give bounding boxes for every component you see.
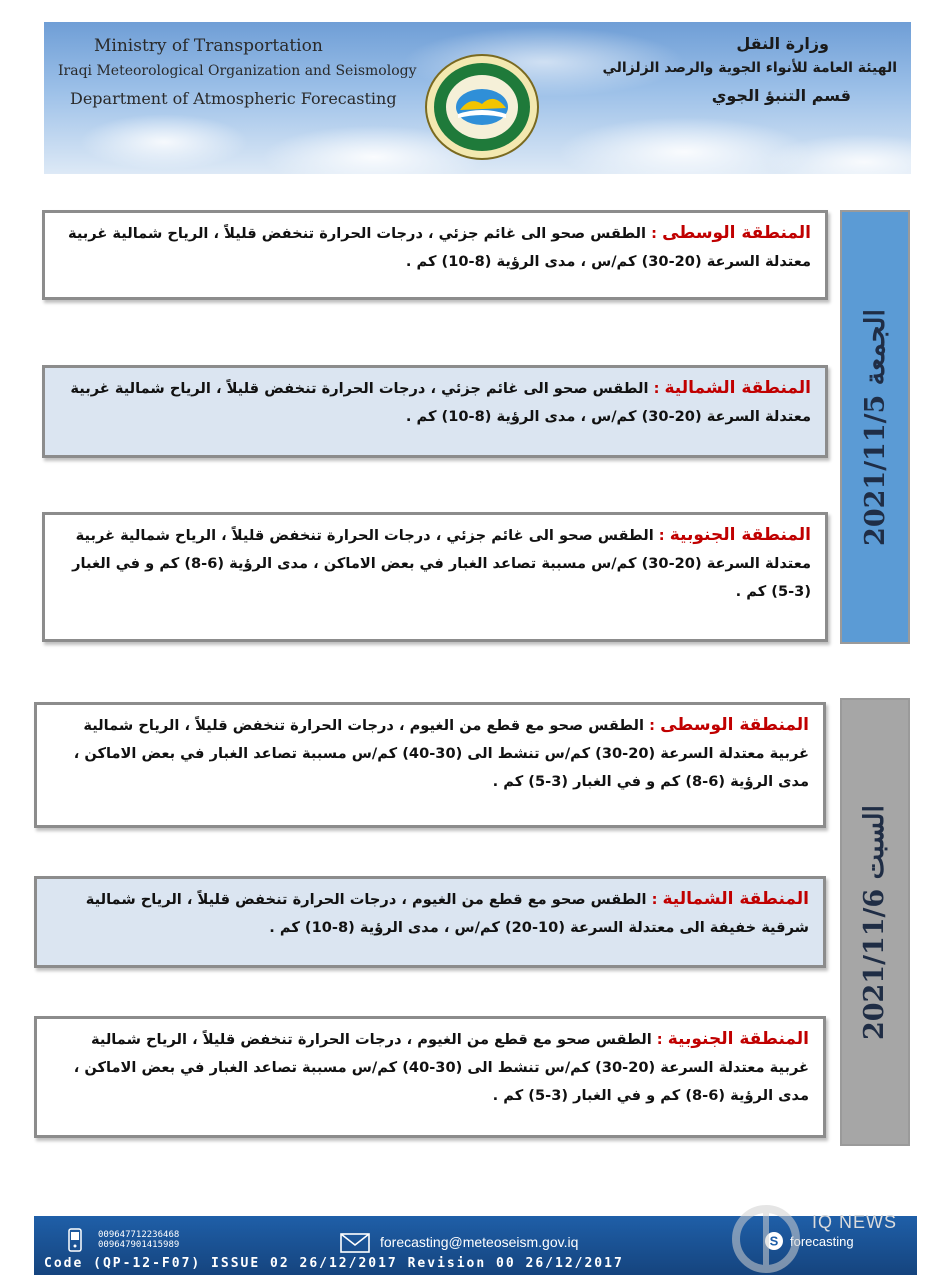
news-watermark-logo-icon: [706, 1194, 856, 1274]
skype-handle[interactable]: forecasting: [790, 1234, 854, 1249]
header-banner: [44, 22, 911, 174]
day-label: الجمعة 2021/11/5: [859, 308, 891, 546]
organization-logo-icon: [422, 52, 542, 162]
region-name: المنطقة الشمالية: [662, 889, 809, 909]
region-box-southern-day2: [34, 1016, 826, 1138]
region-colon: :: [651, 891, 658, 908]
region-colon: :: [658, 527, 665, 544]
phone-numbers: [98, 1230, 179, 1250]
day-column-saturday: [840, 698, 910, 1146]
ministry-title-en: Ministry of Transportation: [94, 36, 323, 56]
department-name-ar: قسم التنبؤ الجوي: [711, 86, 851, 105]
phone-icon: [68, 1228, 82, 1252]
organization-name-ar: الهيئة العامة للأنواء الجوية والرصد الزلزالي: [602, 60, 897, 76]
region-colon: :: [653, 380, 660, 397]
region-name: المنطقة الوسطى: [660, 715, 809, 735]
department-name-en: Department of Atmospheric Forecasting: [70, 89, 397, 108]
ministry-title-ar: وزارة النقل: [736, 34, 829, 53]
region-colon: :: [649, 717, 655, 734]
region-forecast-text: الطقس صحو الى غائم جزئي ، درجات الحرارة تنخفض قليلاً ، الرياح شمالية غربية معتدلة السرعة (20-30) كم/س ، مدى الرؤية (8-10) كم .: [70, 380, 811, 425]
contact-email[interactable]: forecasting@meteoseism.gov.iq: [380, 1234, 579, 1250]
organization-name-en: Iraqi Meteorological Organization and Seismology: [58, 63, 417, 79]
region-box-central-day1: [42, 210, 828, 300]
day-column-friday: [840, 210, 910, 644]
svg-text:S: S: [769, 1233, 779, 1249]
region-forecast-text: الطقس صحو الى غائم جزئي ، درجات الحرارة تنخفض قليلاً ، الرياح شمالية غربية معتدلة السرعة (20-30) كم/س ، مدى الرؤية (8-10) كم .: [68, 225, 811, 270]
region-name: المنطقة الوسطى: [662, 223, 811, 243]
region-colon: :: [651, 225, 657, 242]
region-box-central-day2: [34, 702, 826, 828]
watermark-text: IQ NEWS: [812, 1212, 898, 1232]
region-box-northern-day2: [34, 876, 826, 968]
region-name: المنطقة الجنوبية: [669, 525, 811, 545]
region-forecast-text: الطقس صحو الى غائم جزئي ، درجات الحرارة تنخفض قليلاً ، الرياح شمالية غربية معتدلة السرعة (20-30) كم/س مسببة تصاعد الغبار في بعض الاماكن ، مدى الرؤية (6-8) كم و في الغبار (3-5) كم .: [72, 527, 811, 600]
mail-icon: [340, 1233, 370, 1253]
phone-number: 009647712236468: [98, 1230, 180, 1240]
region-box-southern-day1: [42, 512, 828, 642]
region-forecast-text: الطقس صحو مع قطع من الغيوم ، درجات الحرارة تنخفض قليلاً ، الرياح شمالية غربية معتدلة السرعة (20-30) كم/س تنشط الى (30-40) كم/س مسببة تصاعد الغبار في بعض الاماكن ، مدى الرؤية (6-8) كم و في الغبار (3-5) كم .: [73, 717, 809, 790]
region-colon: :: [656, 1031, 663, 1048]
region-name: المنطقة الجنوبية: [667, 1029, 809, 1049]
region-name: المنطقة الشمالية: [664, 378, 811, 398]
region-forecast-text: الطقس صحو مع قطع من الغيوم ، درجات الحرارة تنخفض قليلاً ، الرياح شمالية شرقية خفيفة الى معتدلة السرعة (10-20) كم/س ، مدى الرؤية (8-10) كم .: [85, 891, 809, 936]
region-box-northern-day1: [42, 365, 828, 458]
document-code-line: Code (QP-12-F07) ISSUE 02 26/12/2017 Revision 00 26/12/2017: [44, 1256, 624, 1271]
phone-number: 009647901415989: [98, 1240, 180, 1250]
region-forecast-text: الطقس صحو مع قطع من الغيوم ، درجات الحرارة تنخفض قليلاً ، الرياح شمالية غربية معتدلة السرعة (20-30) كم/س تنشط الى (30-40) كم/س مسببة تصاعد الغبار في بعض الاماكن ، مدى الرؤية (6-8) كم و في الغبار (3-5) كم .: [73, 1031, 809, 1104]
day-label: السبت 2021/11/6: [859, 804, 891, 1040]
